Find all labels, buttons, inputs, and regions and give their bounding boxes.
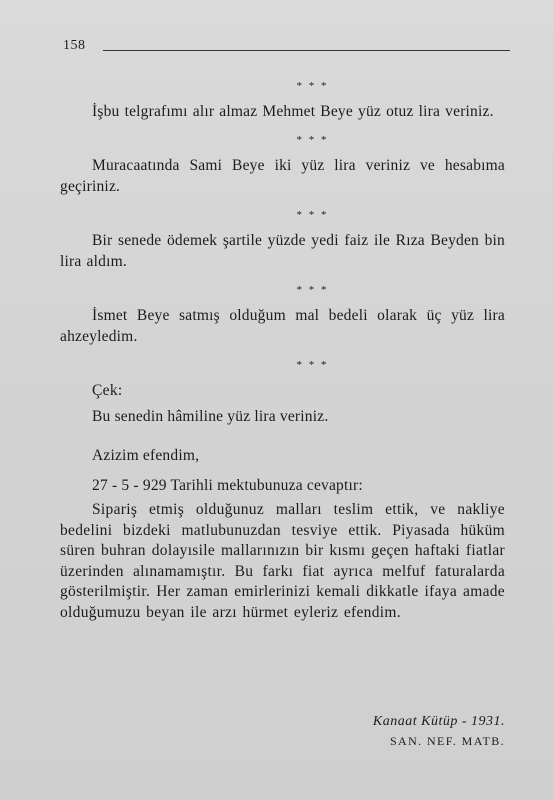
imprint-printer: SAN. NEF. MATB. xyxy=(389,734,505,748)
imprint-publisher: Kanaat Kütüp - 1931. xyxy=(372,714,505,729)
letter-reference: 27 - 5 - 929 Tarihli mektubunuza cevaptır: xyxy=(92,477,363,494)
section-separator: * * * xyxy=(296,134,329,146)
page-header xyxy=(63,38,510,56)
cheque-text: Bu senedin hâmiline yüz lira veriniz. xyxy=(92,408,329,425)
cheque-label: Çek: xyxy=(92,382,123,399)
header-rule xyxy=(103,50,510,51)
letter-salutation: Azizim efendim, xyxy=(92,447,200,464)
exercise-paragraph: İşbu telgrafımı alır almaz Mehmet Beye yüz otuz lira veriniz. xyxy=(92,103,494,120)
exercise-paragraph: Muracaatında Sami Beye iki yüz lira veriniz ve hesabıma geçiriniz. xyxy=(60,157,505,195)
exercise-paragraph: İsmet Beye satmış olduğum mal bedeli olarak üç yüz lira ahzeyledim. xyxy=(60,307,505,345)
page-number: 158 xyxy=(63,38,86,53)
section-separator: * * * xyxy=(296,80,329,92)
section-separator: * * * xyxy=(296,209,329,221)
imprint xyxy=(373,714,505,749)
section-separator: * * * xyxy=(296,359,329,371)
section-separator: * * * xyxy=(296,284,329,296)
page-content xyxy=(60,78,505,624)
letter-body: Sipariş etmiş olduğunuz malları teslim ettik, ve nakliye bedelini bizdeki matlubunuzdan tesviye ettik. Piyasada hüküm süren buhran dolayısile mallarınızın bir kısmı geçen haftaki fiatlar üzerinden alınamamıştır. Bu farkı fiat ayrıca melfuf faturalarda gösterilmiştir. Her zaman emirlerinizi kemali dikkatle ifaya amade olduğumuzu beyan ile arzı hürmet eyleriz efendim. xyxy=(60,501,505,621)
exercise-paragraph: Bir senede ödemek şartile yüzde yedi faiz ile Rıza Beyden bin lira aldım. xyxy=(60,232,505,270)
